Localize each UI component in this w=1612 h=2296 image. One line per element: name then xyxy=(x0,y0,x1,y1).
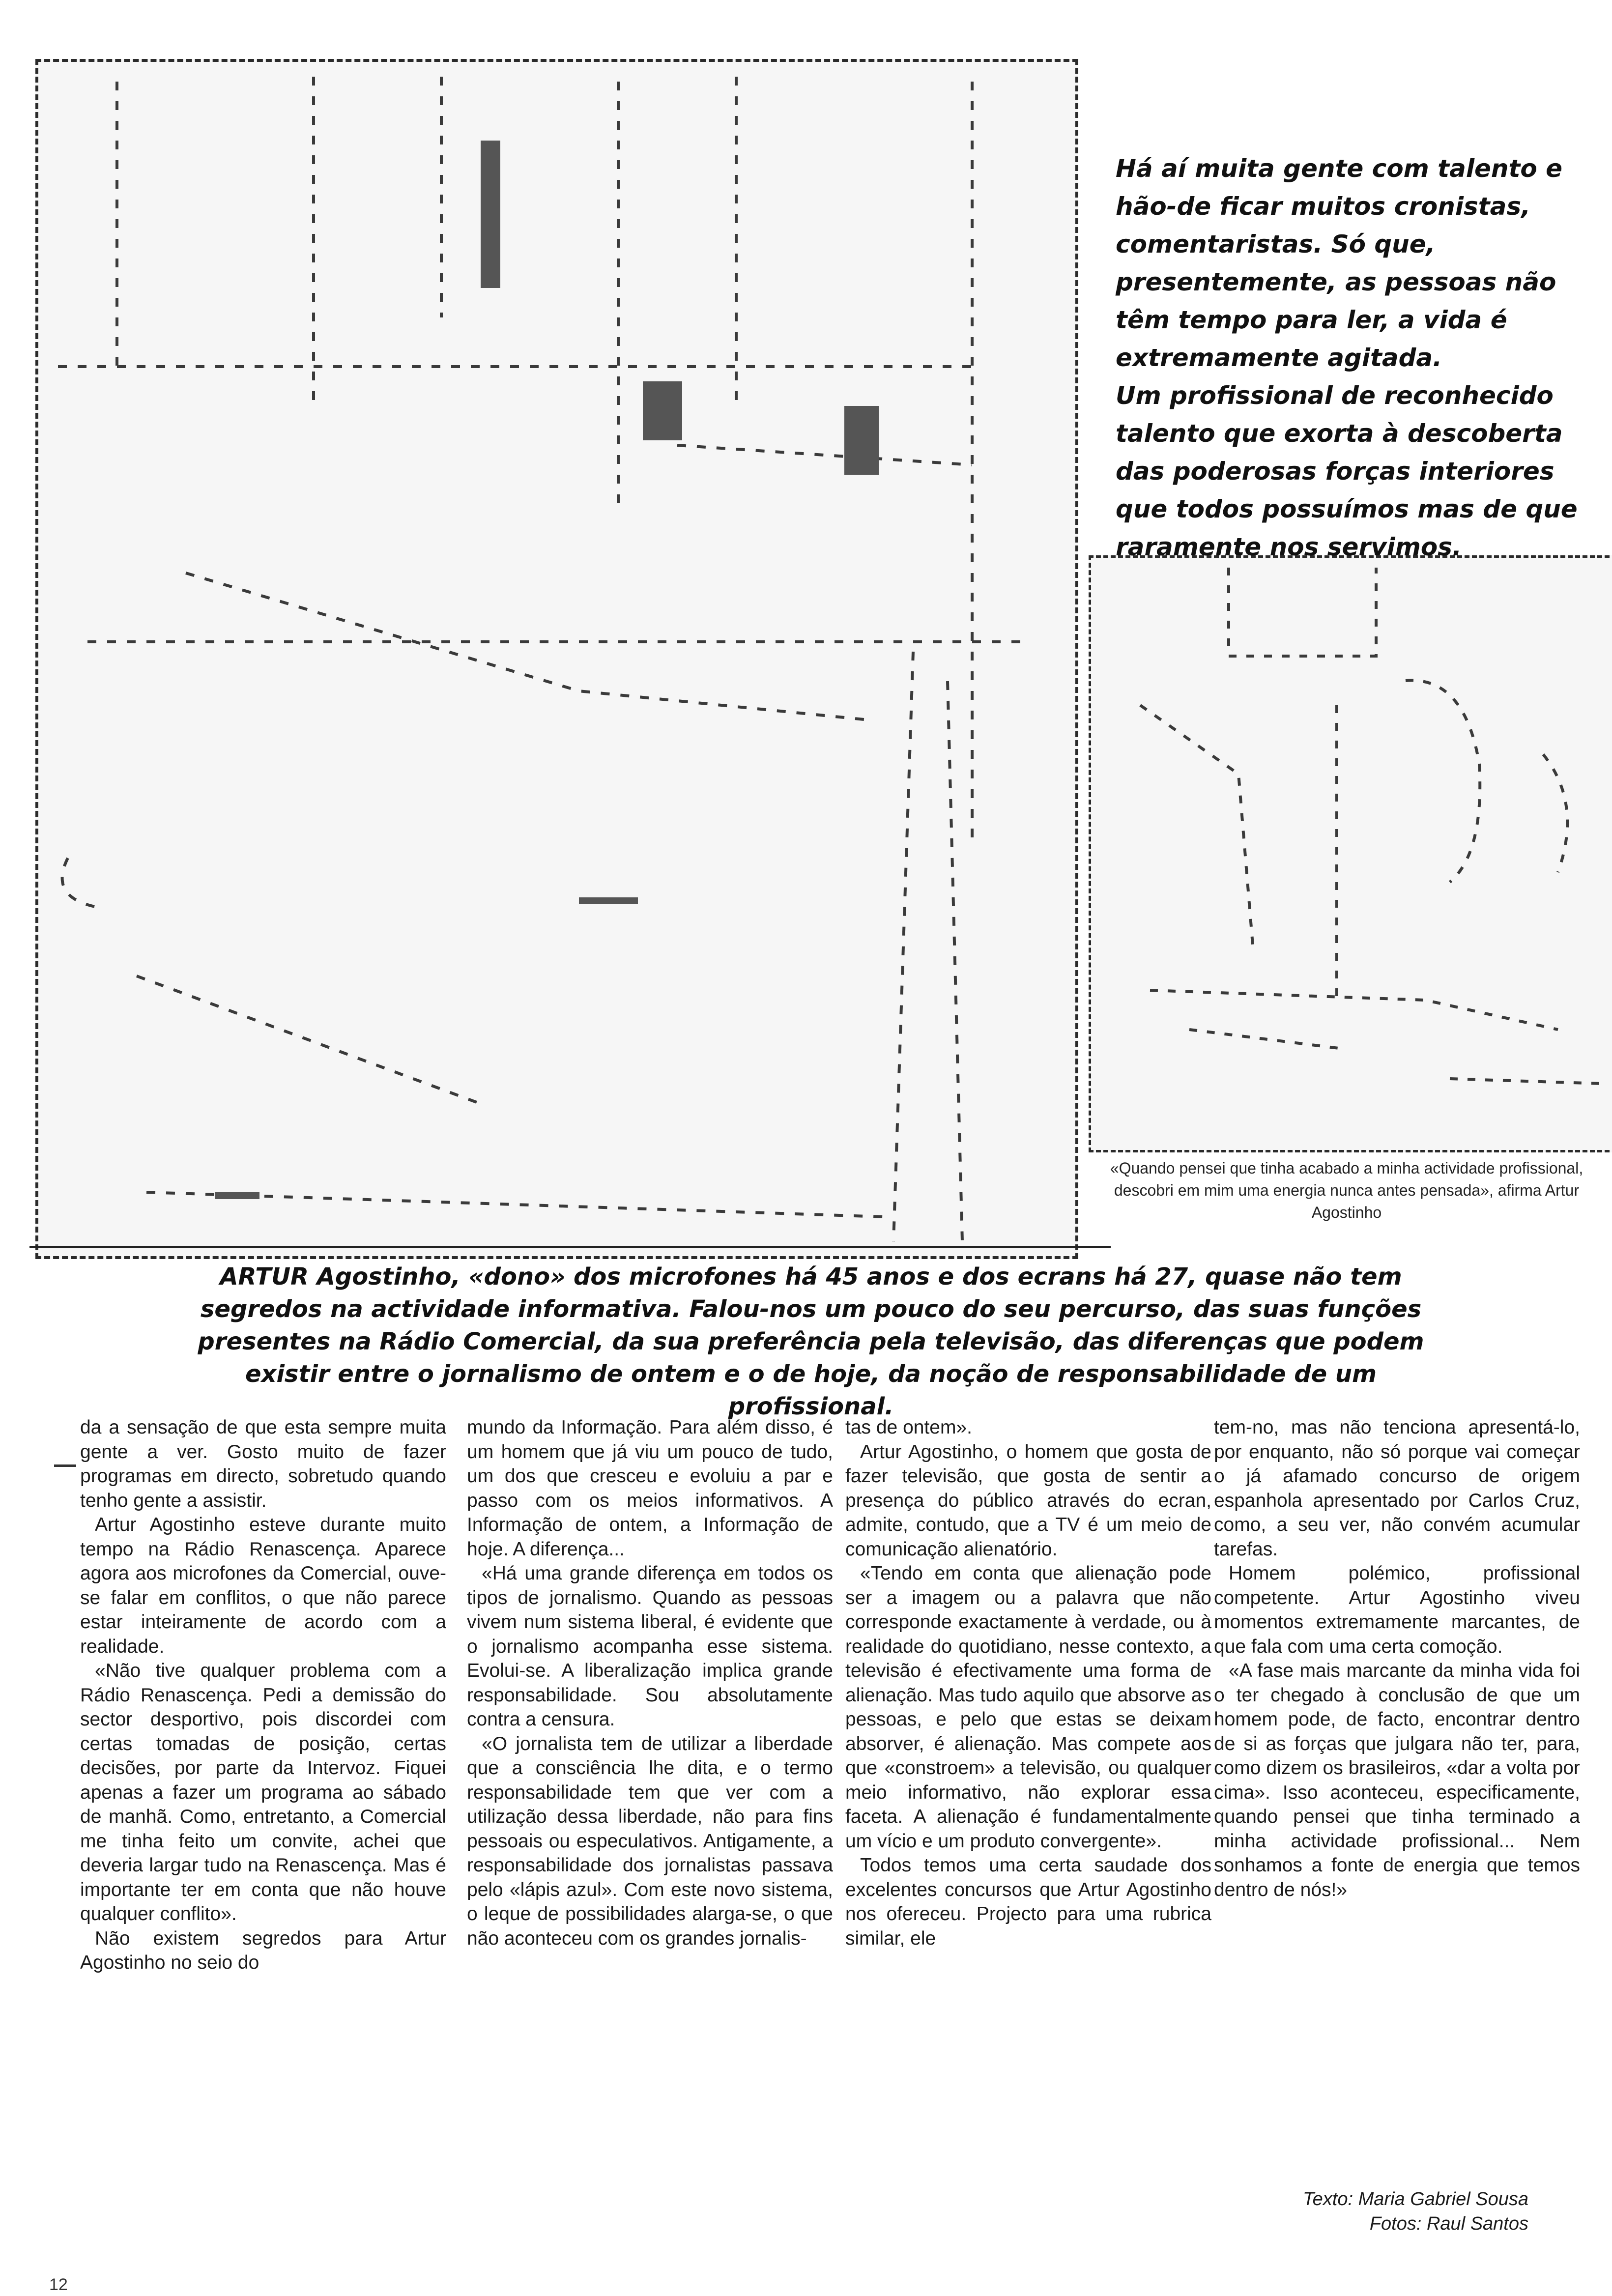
divider xyxy=(29,1246,1111,1248)
paragraph: «O jornalista tem de utilizar a liberdade que a consciência lhe dita, e o termo responsabilidade tem que ver com a utilização dessa liberdade, não para fins pessoais ou especulativos. Antigamente, a responsabilidade dos jornalistas passava pelo «lápis azul». Com este novo sistema, o leque de possibilidades alarga-se, o que não aconteceu com os grandes jornalis- xyxy=(467,1733,833,1949)
article-column-1 xyxy=(80,1415,446,1975)
photo-icon xyxy=(1091,558,1612,1150)
article-column-4 xyxy=(1214,1415,1580,1902)
photo-icon xyxy=(38,62,1075,1256)
pull-quote-part-1: Há aí muita gente com talento e hão-de ficar muitos cronistas, comentaristas. Só que, presentemente, as pessoas não têm tempo para ler, a vida é extremamente agitada. xyxy=(1116,154,1563,372)
text-credit: Texto: Maria Gabriel Sousa xyxy=(1302,2189,1528,2210)
pull-quote xyxy=(1116,150,1587,566)
article-lead: ARTUR Agostinho, «dono» dos microfones há 45 anos e dos ecrans há 27, quase não tem segredos na actividade informativa. Falou-nos um pouco do seu percurso, das suas funções presentes na Rádio Comercial, da sua preferência pela televisão, das diferenças que podem existir entre o jornalismo de ontem e o de hoje, da noção de responsabilidade de um profissional. xyxy=(198,1263,1424,1420)
paragraph: Todos temos uma certa saudade dos excelentes concursos que Artur Agostinho nos ofereceu. Projecto para uma rubrica similar, ele xyxy=(845,1855,1211,1949)
photo-credit: Fotos: Raul Santos xyxy=(1369,2213,1528,2234)
main-photo xyxy=(35,59,1078,1259)
page-number: 12 xyxy=(49,2275,68,2294)
side-photo xyxy=(1089,555,1612,1152)
photo-caption: «Quando pensei que tinha acabado a minha actividade profissional, descobri em mim uma energia nunca antes pensada», afirma Artur Agostinho xyxy=(1110,1159,1583,1221)
paragraph: Artur Agostinho, o homem que gosta de fazer televisão, que gosta de sentir a presença do público através do ecran, admite, contudo, que a TV é um meio de comunicação alienatório. xyxy=(845,1441,1211,1560)
article-credits xyxy=(1214,2187,1528,2236)
paragraph: tas de ontem». xyxy=(845,1417,972,1438)
paragraph: «Há uma grande diferença em todos os tipos de jornalismo. Quando as pessoas vivem num sistema liberal, é evidente que o jornalismo acompanha esse sistema. Evolui-se. A liberalização implica grande responsabilidade. Sou absolutamente contra a censura. xyxy=(467,1563,833,1730)
margin-mark xyxy=(54,1464,76,1467)
paragraph: «A fase mais marcante da minha vida foi o ter chegado à conclusão de que um homem pode, de facto, encontrar dentro de si as forças que julgara não ter, para, como dizem os brasileiros, «dar a volta por cima». Isso aconteceu, especificamente, quando pensei que tinha terminado a minha actividade profissional... Nem sonhamos a fonte de energia que temos dentro de nós!» xyxy=(1214,1660,1580,1900)
paragraph: Artur Agostinho esteve durante muito tempo na Rádio Renascença. Aparece agora aos microfones da Comercial, ouve-se falar em conflitos, o que não parece estar inteiramente de acordo com a realidade. xyxy=(80,1514,446,1657)
paragraph: Homem polémico, profissional competente. Artur Agostinho viveu momentos extremamente marcantes, de que fala com uma certa comoção. xyxy=(1214,1563,1580,1657)
paragraph: «Tendo em conta que alienação pode ser a imagem ou a palavra que não corresponde exactamente à verdade, ou à realidade do quotidiano, nesse contexto, a televisão é efectivamente uma forma de alienação. Mas tudo aquilo que absorve as pessoas, e pelo que estas se deixam absorver, é alienação. Mas compete aos que «constroem» a televisão, ou qualquer meio informativo, não explorar essa faceta. A alienação é fundamentalmente um vício e um produto convergente». xyxy=(845,1563,1211,1852)
paragraph: «Não tive qualquer problema com a Rádio Renascença. Pedi a demissão do sector desportivo, pois discordei com certas tomadas de posição, certas decisões, por parte da Intervoz. Fiquei apenas a fazer um programa ao sábado de manhã. Como, entretanto, a Comercial me tinha feito um convite, achei que deveria largar tudo na Renascença. Mas é importante ter em conta que não houve qualquer conflito». xyxy=(80,1660,446,1924)
paragraph: Não existem segredos para Artur Agostinho no seio do xyxy=(80,1927,446,1973)
paragraph: da a sensação de que esta sempre muita gente a ver. Gosto muito de fazer programas em directo, sobretudo quando tenho gente a assistir. xyxy=(80,1417,446,1511)
article-column-3 xyxy=(845,1415,1211,1951)
paragraph: mundo da Informação. Para além disso, é um homem que já viu um pouco de tudo, um dos que cresceu e evoluiu a par e passo com os meios informativos. A Informação de ontem, a Informação de hoje. A diferença... xyxy=(467,1417,833,1560)
paragraph: tem-no, mas não tenciona apresentá-lo, por enquanto, não só porque vai começar o já afamado concurso de origem espanhola apresentado por Carlos Cruz, como, a seu ver, não convém acumular tarefas. xyxy=(1214,1417,1580,1560)
article-column-2 xyxy=(467,1415,833,1951)
pull-quote-part-2: Um profissional de reconhecido talento que exorta à descoberta das poderosas forças interiores que todos possuímos mas de que raramente nos servimos. xyxy=(1116,381,1578,561)
